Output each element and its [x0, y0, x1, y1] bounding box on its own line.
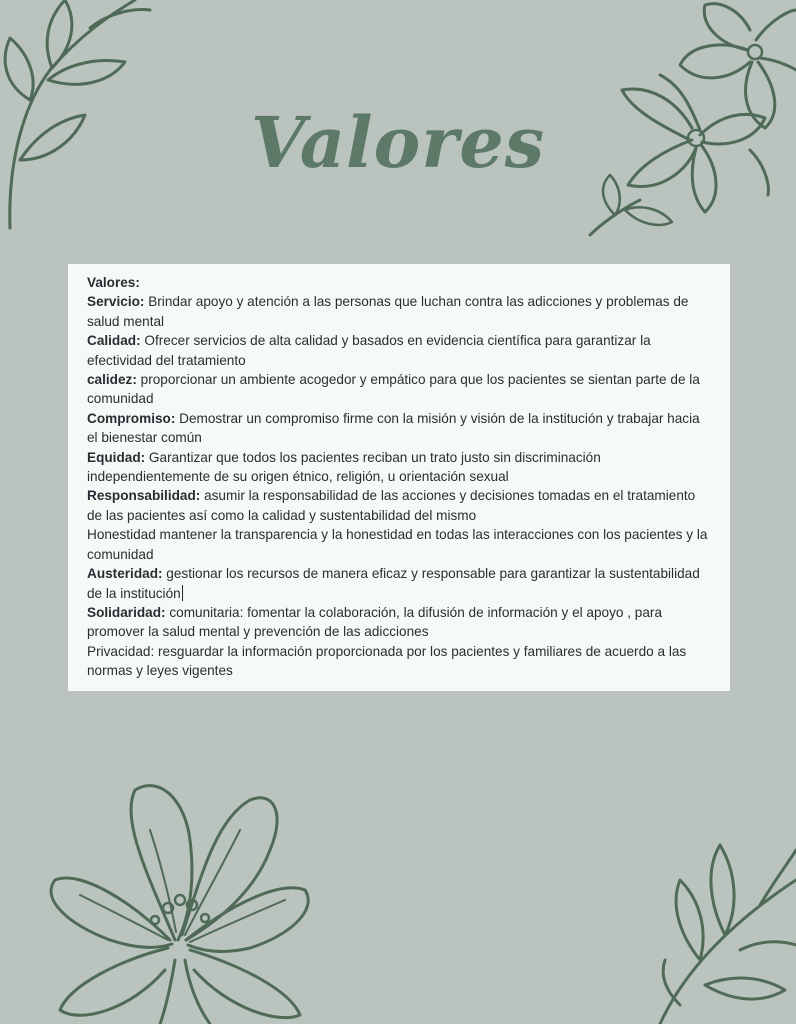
- values-list: [87, 292, 712, 680]
- value-item: [87, 564, 712, 603]
- values-text-box[interactable]: [68, 264, 730, 691]
- value-description: comunitaria: fomentar la colaboración, la difusión de información y el apoyo , para promover la salud mental y prevención de las adicciones: [87, 604, 663, 640]
- values-heading: Valores:: [87, 275, 140, 290]
- value-description: Ofrecer servicios de alta calidad y basados en evidencia científica para garantizar la efectividad del tratamiento: [87, 333, 651, 368]
- value-item: [87, 448, 712, 487]
- value-description: gestionar los recursos de manera eficaz y responsable para garantizar la sustentabilidad de la institución: [87, 566, 700, 601]
- value-term: calidez:: [87, 372, 137, 388]
- value-description: Garantizar que todos los pacientes reciban un trato justo sin discriminación independientemente de su origen étnico, religión, u orientación sexual: [87, 449, 601, 485]
- value-item: [87, 486, 712, 525]
- value-item: [87, 603, 712, 642]
- value-description: Privacidad: resguardar la información proporcionada por los pacientes y familiares de acuerdo a las normas y leyes vigentes: [87, 643, 687, 679]
- value-item: [87, 292, 712, 331]
- page-title: Valores: [250, 101, 546, 184]
- value-description: asumir la responsabilidad de las acciones y decisiones tomadas en el tratamiento de las pacientes así como la calidad y sustentabilidad del mismo: [87, 488, 696, 523]
- value-term: Equidad:: [87, 449, 146, 465]
- value-description: Brindar apoyo y atención a las personas que luchan contra las adicciones y problemas de salud mental: [87, 294, 689, 329]
- value-term: Compromiso:: [87, 410, 176, 426]
- value-description: proporcionar un ambiente acogedor y empático para que los pacientes se sientan parte de la comunidad: [87, 372, 700, 407]
- text-cursor: [182, 585, 184, 601]
- value-term: Austeridad:: [87, 566, 163, 582]
- value-term: Calidad:: [87, 333, 141, 349]
- value-term: Responsabilidad:: [87, 488, 201, 504]
- value-item: [87, 370, 712, 409]
- value-description: Demostrar un compromiso firme con la misión y visión de la institución y trabajar hacia el bienestar común: [87, 410, 700, 446]
- value-description: Honestidad mantener la transparencia y la honestidad en todas las interacciones con los pacientes y la comunidad: [87, 527, 708, 562]
- value-item: [87, 409, 712, 448]
- value-item: [87, 525, 712, 564]
- value-term: Solidaridad:: [87, 604, 166, 620]
- value-item: [87, 331, 712, 370]
- leaf-sprig-icon: [660, 845, 796, 1024]
- value-term: Servicio:: [87, 294, 145, 310]
- lily-flower-icon: [51, 786, 308, 1024]
- value-item: [87, 642, 712, 681]
